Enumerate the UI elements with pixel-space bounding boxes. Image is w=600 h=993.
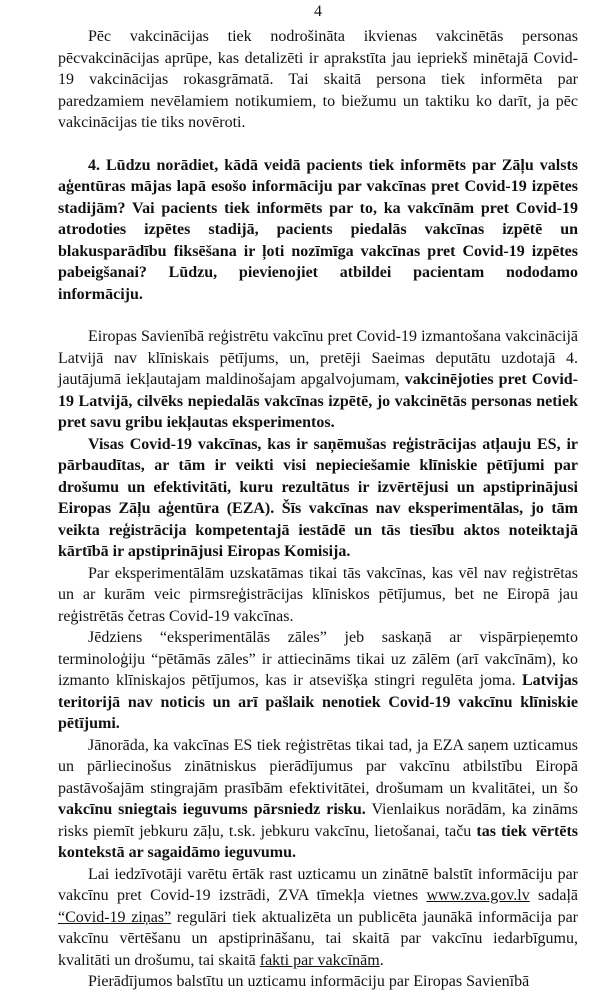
paragraph-vaccines-approved: Visas Covid-19 vakcīnas, kas ir saņēmušas reģistrācijas atļauju ES, ir pārbaudītas, ar tām ir veikti visi nepieciešamie klīniskie pētījumi par drošumu un efektivitāti, kuru rezultātus ir izvērtējusi un apstiprinājusi Eiropas Zāļu aģentūra (EZA). Šīs vakcīnas nav eksperimentālas, jo tām veikta reģistrācija kompetentajā iestādē un tās tiesību aktos noteiktajā kārtībā ir apstiprinājusi Eiropas Komisija. [58,435,578,560]
text-plain: Lai iedzīvotāji varētu ērtāk rast uzticamu un zinātnē balstīt informāciju par vakcīnu pret Covid-19 izstrādi, ZVA tīmekļa vietnes [58,865,578,904]
text-plain: Eiropas Savienībā reģistrētu vakcīnu pret Covid-19 izmantošana vakcinācijā Latvijā nav klīniskais pētījums, un, pretēji Saeimas deputātu uzdotajā 4. jautājumā iekļautajam maldinošajam apgalvojumam, [58,328,578,388]
question-4: 4. Lūdzu norādiet, kādā veidā pacients tiek informēts par Zāļu valsts aģentūras mājas lapā esošo informāciju par vakcīnas pret Covid-19 izpētes stadijām? Vai pacients tiek informēts par to, ka vakcīnām pret Covid-19 atrodoties izpētes stadijā, pacients piedalās vakcīnas izpētē un blakusparādību fiksēšana ir ļoti nozīmīga vakcīnas pret Covid-19 izpētes pabeigšanai? Lūdzu, pievienojiet atbildei pacientam nododamo informāciju. [58,156,578,303]
text-bold: tas tiek vērtēts kontekstā ar sagaidāmo ieguvumu. [58,822,578,861]
page-number: 4 [314,3,322,20]
paragraph-eu-evidence: Pierādījumos balstītu un uzticamu informāciju par Eiropas Savienībā [88,973,530,990]
zva-website-link[interactable]: www.zva.gov.lv [426,887,530,904]
paragraph-benefit-risk [58,735,578,864]
covid-news-link[interactable]: “Covid-19 ziņas” [58,908,172,926]
paragraph-zva-information [58,864,578,972]
text-plain: . [379,951,384,969]
text-bold: vakcinējoties pret Covid-19 Latvijā, cilvēks nepiedalās vakcīnas izpētē, jo vakcinētās personas netiek pret savu gribu iekļautas eksperimentos. [58,371,578,431]
text-plain: Jēdziens “eksperimentālās zāles” jeb saskaņā ar vispārpieņemto terminoloģiju “pētāmās zāles” ir attiecināms tikai uz zālēm (arī vakcīnām), ko izmanto klīniskajos pētījumos, kas ir atsevišķa stingri regulēta joma. [58,629,578,689]
paragraph-investigational-medicines [58,627,578,735]
document-page [58,2,578,993]
text-plain: Jānorāda, ka vakcīnas ES tiek reģistrētas tikai tad, ja EZA saņem uzticamus un pārliecinošus zinātniskus pierādījumus par vakcīnu atbilstību Eiropā pastāvošajām stingrajām prasībām efektivitātei, drošumam un kvalitātei, un šo [58,736,578,797]
paragraph-not-clinical-trial [58,326,578,434]
text-bold: Latvijas teritorijā nav noticis un arī pašlaik nenotiek Covid-19 vakcīnu klīniskie pētījumi. [58,672,578,732]
paragraph-experimental-definition: Par eksperimentālām uzskatāmas tikai tās vakcīnas, kas vēl nav reģistrētas un ar kurām veic pirmsreģistrācijas klīniskos pētījumus, bet ne Eiropā jau reģistrētās četras Covid-19 vakcīnas. [58,564,578,625]
text-plain: regulāri tiek aktualizēta un publicēta jaunākā informācija par vakcīnu vērtēšanu un apstiprināšanu, tai skaitā par vakcīnu iedarbīgumu, kvalitāti un drošumu, tai skaitā [58,908,579,969]
text-bold: vakcīnu sniegtais ieguvums pārsniedz risku. [58,801,366,818]
paragraph-post-vaccination-care: Pēc vakcinācijas tiek nodrošināta ikvienas vakcinētās personas pēcvakcinācijas aprūpe, kas detalizēti ir aprakstīta jau iepriekš minētajā Covid-19 vakcinācijas rokasgrāmatā. Tai skaitā persona tiek informēta par paredzamiem nevēlamiem notikumiem, to biežumu un taktiku ko darīt, ja pēc vakcinācijas tie tiks novēroti. [58,28,578,131]
text-plain: sadaļā [529,887,578,904]
text-plain: Vienlaikus norādām, ka zināms risks piemīt jebkuru zāļu, t.sk. jebkuru vakcīnu, lietošanai, taču [58,801,578,840]
vaccine-facts-link[interactable]: fakti par vakcīnām [259,951,380,969]
